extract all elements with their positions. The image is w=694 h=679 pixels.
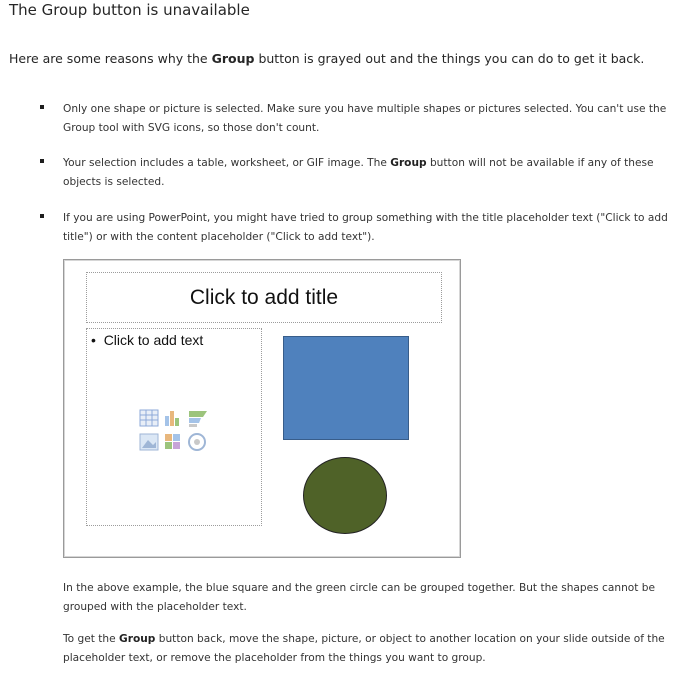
intro-text-end: button is grayed out and the things you can do to get it back.: [254, 51, 645, 66]
list-item-bold: Group: [390, 157, 427, 169]
picture-icon: [140, 434, 158, 450]
smartart-icon: [189, 411, 207, 427]
chart-icon: [165, 411, 179, 426]
page-title: The Group button is unavailable: [9, 1, 250, 19]
solution-text-end: button back, move the shape, picture, or object to another location on your slide outside of the placeholder text, or remove the placeholder from the things you want to group.: [63, 633, 665, 664]
bullet-square-icon: [40, 105, 44, 109]
intro-bold-group: Group: [211, 51, 255, 66]
list-item-text-start: Only one shape or picture is selected. Make sure you have multiple shapes or pictures selected. You can't use the Group tool with SVG icons, so those don't count.: [63, 103, 667, 134]
clip-art-icon: [165, 434, 180, 449]
green-circle-shape: [303, 457, 387, 534]
list-item-text: [63, 100, 680, 138]
insert-content-icons: [139, 408, 211, 454]
title-placeholder: Click to add title: [86, 272, 442, 323]
slide-illustration: [63, 259, 461, 558]
solution-text-start: To get the: [63, 633, 120, 645]
example-text-start: In the above example, the blue square and the green circle can be grouped together. But the shapes cannot be grouped with the placeholder text.: [63, 582, 656, 613]
list-item-text: [63, 154, 680, 192]
list-item-text-start: Your selection includes a table, worksheet, or GIF image. The: [63, 157, 391, 169]
intro-paragraph: [9, 51, 644, 66]
blue-square-shape: [283, 336, 409, 440]
content-bullet: •: [91, 332, 96, 348]
table-icon: [140, 410, 158, 426]
content-placeholder-label: Click to add text: [103, 332, 204, 348]
content-placeholder: [86, 328, 262, 526]
bullet-square-icon: [40, 214, 44, 218]
solution-bold-group: Group: [119, 633, 156, 645]
bullet-square-icon: [40, 159, 44, 163]
intro-text-start: Here are some reasons why the: [9, 51, 212, 66]
solution-paragraph: [63, 630, 688, 668]
list-item-text-start: If you are using PowerPoint, you might have tried to group something with the title placeholder text ("Click to add title") or with the content placeholder ("Click to add text").: [63, 212, 668, 243]
example-paragraph: [63, 579, 688, 617]
media-clip-icon: [189, 434, 205, 450]
list-item-text-end: button will not be available if any of these objects is selected.: [63, 157, 654, 188]
list-item-text: [63, 209, 680, 247]
content-placeholder-text: [91, 332, 203, 348]
